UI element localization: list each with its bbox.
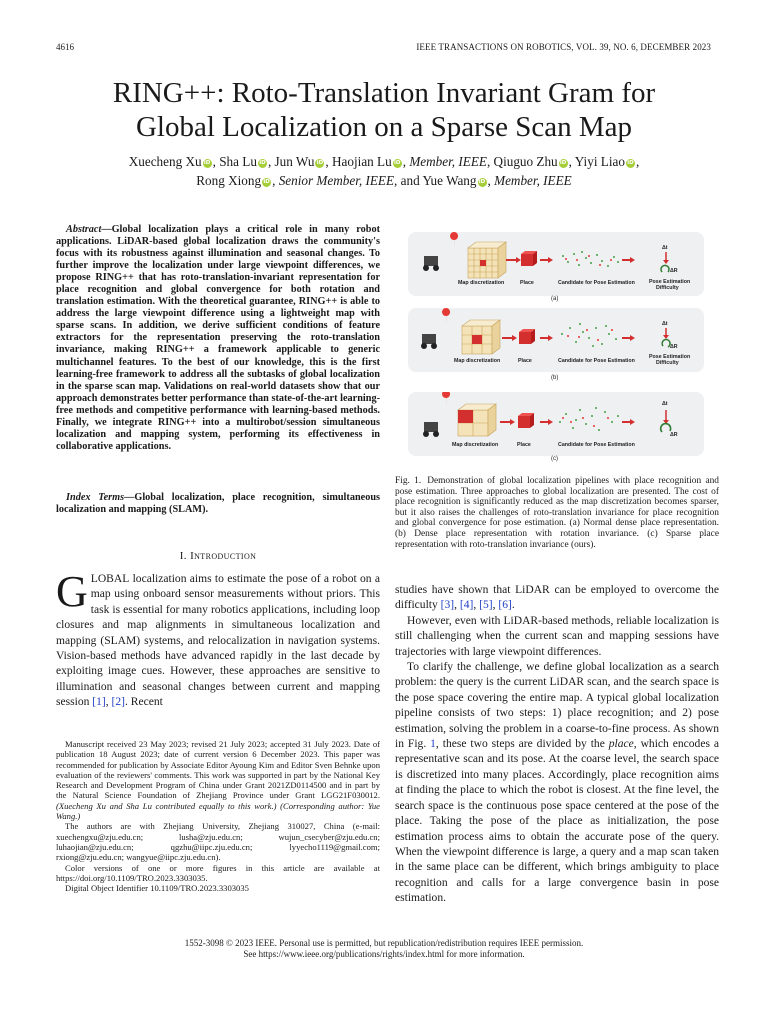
- orcid-icon[interactable]: iD: [478, 179, 486, 185]
- footnote-color: Color versions of one or more figures in this article are available at https://doi.org/10.1109/TRO.2023.3303035.: [56, 862, 380, 883]
- citation-link[interactable]: [4]: [459, 599, 474, 612]
- author-name: Qiuguo Zhu: [493, 154, 558, 169]
- author-name: Haojian Lu: [332, 154, 392, 169]
- first-word: LOBAL: [90, 573, 130, 585]
- author-connector: and: [400, 173, 420, 188]
- index-terms-text: Global localization, place recognition, simultaneous localization and mapping (SLAM).: [56, 492, 381, 516]
- page-number: 4616: [56, 42, 74, 52]
- footnotes: [56, 739, 380, 893]
- rights-link[interactable]: See https://www.ieee.org/publications/rights/index.html for more information.: [243, 949, 525, 959]
- paper-title: [40, 76, 728, 144]
- drop-cap: G: [56, 567, 88, 616]
- author-name: Rong Xiong: [196, 173, 262, 188]
- orcid-icon[interactable]: iD: [393, 160, 401, 166]
- right-column-text: [395, 583, 719, 907]
- copyright-line: 1552-3098 © 2023 IEEE. Personal use is permitted, but republication/redistribution requires IEEE permission.: [184, 938, 584, 948]
- orcid-icon[interactable]: iD: [259, 160, 266, 166]
- caption-text: Demonstration of global localization pipelines with place recognition and pose estimation. Three approaches to global localization are presented. The cost of place recognition is significantly reduced as the map discretization becomes sparser, but it also raises the challenges of roto-translation invariance for place recognition and global convergence for pose estimation. (a) Normal dense place representation. (b) Dense place representation with rotation invariance. (c) Sparse place representation with roto-translation invariance (ours).: [395, 476, 719, 550]
- author-role: Senior Member, IEEE: [278, 173, 395, 188]
- orcid-icon[interactable]: iD: [263, 179, 270, 185]
- subfigure-label-c: (c): [551, 456, 558, 462]
- section-heading: [56, 550, 380, 562]
- author-name: Xuecheng Xu: [128, 154, 202, 169]
- title-line-2: Global Localization on a Sparse Scan Map: [135, 111, 633, 143]
- figure-panel-b: Map discretization Place Candidate for Pose Estimation Pose Estimation Difficulty Δt ΔR: [408, 308, 704, 372]
- title-line-1: RING++: Roto-Translation Invariant Gram for: [112, 77, 656, 109]
- running-head: IEEE TRANSACTIONS ON ROBOTICS, VOL. 39, NO. 6, DECEMBER 2023: [416, 42, 711, 52]
- citation-link[interactable]: [2]: [111, 696, 125, 709]
- author-role: Member, IEEE: [494, 173, 572, 188]
- paragraph: To clarify the challenge, we define global localization as a search problem: the query is the current LiDAR scan, and the search space is the pose space covering the entire map. A typical global localization pipeline consists of two steps: 1) place recognition; and 2) pose estimation, solving the problem in a coarse-to-fine process. As shown in Fig. 1, these two steps are divided by the place, which encodes a representative scan and its pose. At the coarse level, the search space is discretized into many places. Accordingly, place recognition aims at finding the place to which the robot is closest. At the fine level, the search space is the continuous pose space centered at the pose of the place. Taking the pose of the place as initialization, the pose estimation process aims to obtain the accurate pose of the query. When the viewpoint difference is large, a query and a map scan taken in the same place can be different, which brings ambiguity to place recognition and calls for a large convergence basin in pose estimation.: [395, 661, 719, 905]
- author-name: Jun Wu: [274, 154, 315, 169]
- section-title: Introduction: [190, 550, 257, 562]
- orcid-icon[interactable]: iD: [559, 160, 567, 166]
- section-number: I.: [179, 550, 187, 562]
- index-terms: Index Terms—Global localization, place recognition, simultaneous localization and mapping (SLAM).: [56, 492, 381, 516]
- orcid-icon[interactable]: iD: [203, 160, 211, 166]
- subfigure-label-a: (a): [551, 296, 559, 302]
- subfigure-label-b: (b): [551, 375, 559, 381]
- author-list: Xuecheng Xu iD , Sha Lu iD , Jun Wu iD , Haojian Lu iD , Member, IEEE, Qiuguo Zhu iD , Yiyi Liao iD , Rong Xiong iD , Senior Member, IEEE, and Yue Wang iD , Member, IEEE: [128, 154, 640, 188]
- figure-caption: [395, 476, 719, 550]
- figure-panel-c: Map discretization Place Candidate for Pose Estimation Δt ΔR: [408, 392, 704, 456]
- citation-link[interactable]: [5]: [479, 599, 493, 612]
- author-name: Yiyi Liao: [574, 154, 625, 169]
- figure-panel-a: Map discretization Place Candidate for Pose Estimation Pose Estimation Difficulty Δt ΔR: [408, 232, 704, 296]
- paragraph: studies have shown that LiDAR can be employed to overcome the difficulty [3], [4], [5], [6].: [395, 584, 719, 612]
- orcid-icon[interactable]: iD: [316, 160, 324, 166]
- figure-ref-link[interactable]: 1: [430, 738, 436, 751]
- intro-text: localization aims to estimate the pose of a robot on a map using onboard sensor measurements without priors. This task is essential for many robotics applications, including loop closures and map alignments in simultaneous localization and mapping (SLAM) systems, and relocalization in navigation systems. Vision-based methods have advanced rapidly in the last decade by exploiting image cues. However, these approaches are sensitive to illumination and seasonal changes between current and mapping session: [56, 573, 380, 709]
- footnote-manuscript: Manuscript received 23 May 2023; revised 21 July 2023; accepted 31 July 2023. Date of publication 18 August 2023; date of current version 6 December 2023. This paper was recommended for publication by Associate Editor Ayoung Kim and Editor Sven Behnke upon evaluation of the reviewers' comments. This work was supported in part by the National Key Research and Development Program of China under Grant 2021ZD0114500 and in part by the Natural Science Foundation of Zhejiang Province under Grant LGG21F030012. (Xuecheng Xu and Sha Lu contributed equally to this work.) (Corresponding author: Yue Wang.): [56, 739, 380, 822]
- index-terms-label: Index Terms: [66, 492, 125, 503]
- abstract-text: Global localization plays a critical role in many robot applications. LiDAR-based global localization draws the community's focus with its robustness against illumination and seasonal changes. To further improve the localization under large viewpoint differences, we propose RING++ that has roto-translation-invariant representation for place recognition and global convergence for both rotation and translation estimation. With the theoretical guarantee, RING++ is able to address the large viewpoint difference using a lightweight map with sparse scans. In addition, we derive sufficient conditions of feature extractors for the representation preserving the roto-translation invariance, making RING++ a framework applicable to generic multichannel features. To the best of our knowledge, this is the first learning-free framework to address all the subtasks of global localization in the sparse scan map. Validations on real-world datasets show that our approach demonstrates better performance than state-of-the-art learning-free methods and competitive performance with learning-based methods. Finally, we integrate RING++ into a multirobot/session simultaneous localization and mapping system, performing its effectiveness in collaborative applications.: [56, 224, 380, 452]
- abstract-label: Abstract: [66, 224, 102, 235]
- intro-paragraph: GLOBAL localization aims to estimate the pose of a robot on a map using onboard sensor measurements without priors. This task is essential for many robotics applications, including loop closures and map alignments in simultaneous localization and mapping (SLAM) systems, and relocalization in navigation systems. Vision-based methods have advanced rapidly in the last decade by exploiting image cues. However, these approaches are sensitive to illumination and seasonal changes between current and mapping session [1], [2]. Recent: [56, 567, 380, 709]
- caption-label: Fig. 1.: [395, 476, 422, 486]
- paragraph: However, even with LiDAR-based methods, reliable localization is still challenging when the current scan and mapping sessions have trajectories with large viewpoint differences.: [395, 614, 719, 658]
- citation-link[interactable]: [3]: [440, 599, 455, 612]
- citation-link[interactable]: [6]: [498, 599, 512, 612]
- abstract: Abstract—Global localization plays a critical role in many robot applications. LiDAR-based global localization draws the community's focus with its robustness against illumination and seasonal changes. To further improve the localization under large viewpoint differences, we propose RING++ that has roto-translation-invariant representation for place recognition and global convergence for both rotation and translation estimation. With the theoretical guarantee, RING++ is able to address the large viewpoint difference using a lightweight map with sparse scans. In addition, we derive sufficient conditions of feature extractors for the representation preserving the roto-translation invariance, making RING++ a framework applicable to generic multichannel features. To the best of our knowledge, this is the first learning-free framework to address all the subtasks of global localization in the sparse scan map. Validations on real-world datasets show that our approach demonstrates better performance than state-of-the-art learning-free methods and competitive performance with learning-based methods. Finally, we integrate RING++ into a multirobot/session simultaneous localization and mapping system, performing its effectiveness in collaborative applications.: [56, 224, 380, 452]
- figure-1: [408, 232, 704, 464]
- footnote-affiliation: The authors are with Zhejiang University, Zhejiang 310027, China (e-mail: xuechengxu@zju.edu.cn; lusha@zju.edu.cn; wujun_csecyber@zju.edu.cn; luhaojian@zju.edu.cn; qgzhu@iipc.zju.edu.cn; lyyecho1119@gmail.com; rxiong@zju.edu.cn; wangyue@iipc.zju.edu.cn).: [56, 821, 380, 863]
- author-name: Sha Lu: [219, 154, 257, 169]
- author-name: Yue Wang: [422, 173, 477, 188]
- copyright-footer: [60, 938, 708, 960]
- author-role: Member, IEEE: [409, 154, 487, 169]
- footnote-doi: Digital Object Identifier 10.1109/TRO.2023.3303035: [65, 883, 249, 894]
- citation-link[interactable]: [1]: [92, 696, 106, 709]
- orcid-icon[interactable]: iD: [627, 160, 634, 166]
